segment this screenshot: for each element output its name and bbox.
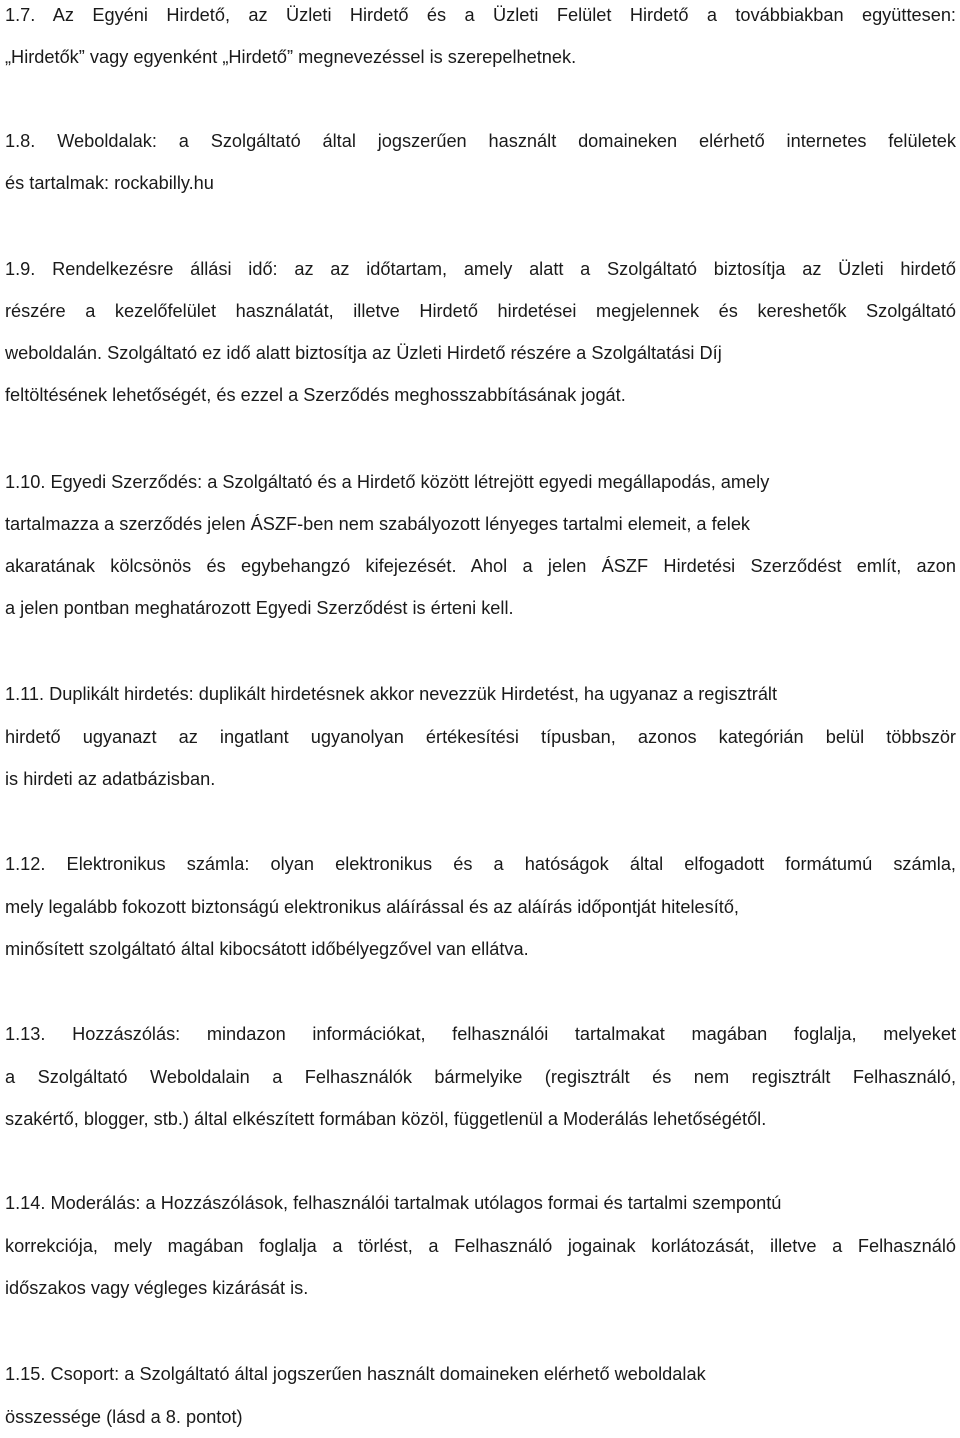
paragraph-line: mely legalább fokozott biztonságú elektronikus aláírással és az aláírás időpontját hitelesítő, xyxy=(5,886,956,929)
paragraph-1-15 xyxy=(5,1353,956,1438)
paragraph-1-11 xyxy=(5,673,956,801)
paragraph-1-9 xyxy=(5,248,956,416)
paragraph-line: akaratának kölcsönös és egybehangzó kifejezését. Ahol a jelen ÁSZF Hirdetési Szerződést említ, azon xyxy=(5,545,956,587)
paragraph-line: hirdető ugyanazt az ingatlant ugyanolyan értékesítési típusban, azonos kategórián belül többször xyxy=(5,716,956,759)
paragraph-line: minősített szolgáltató által kibocsátott időbélyegzővel van ellátva. xyxy=(5,928,956,971)
paragraph-line: 1.10. Egyedi Szerződés: a Szolgáltató és a Hirdető között létrejött egyedi megállapodás, amely xyxy=(5,461,956,503)
paragraph-line: összessége (lásd a 8. pontot) xyxy=(5,1396,956,1438)
paragraph-line: 1.15. Csoport: a Szolgáltató által jogszerűen használt domaineken elérhető weboldalak xyxy=(5,1353,956,1396)
paragraph-line: 1.11. Duplikált hirdetés: duplikált hirdetésnek akkor nevezzük Hirdetést, ha ugyanaz a regisztrált xyxy=(5,673,956,716)
paragraph-line: 1.8. Weboldalak: a Szolgáltató által jogszerűen használt domaineken elérhető internetes felületek xyxy=(5,120,956,162)
paragraph-line: 1.14. Moderálás: a Hozzászólások, felhasználói tartalmak utólagos formai és tartalmi szempontú xyxy=(5,1182,956,1225)
paragraph-line: „Hirdetők” vagy egyenként „Hirdető” megnevezéssel is szerepelhetnek. xyxy=(5,36,956,78)
paragraph-line: tartalmazza a szerződés jelen ÁSZF-ben nem szabályozott lényeges tartalmi elemeit, a felek xyxy=(5,503,956,545)
paragraph-1-10 xyxy=(5,461,956,629)
paragraph-1-14 xyxy=(5,1182,956,1310)
paragraph-line: szakértő, blogger, stb.) által elkészített formában közöl, függetlenül a Moderálás lehetőségétől. xyxy=(5,1098,956,1141)
paragraph-line: 1.7. Az Egyéni Hirdető, az Üzleti Hirdető és a Üzleti Felület Hirdető a továbbiakban együttesen: xyxy=(5,0,956,36)
paragraph-line: feltöltésének lehetőségét, és ezzel a Szerződés meghosszabbításának jogát. xyxy=(5,374,956,416)
paragraph-line: a jelen pontban meghatározott Egyedi Szerződést is érteni kell. xyxy=(5,587,956,629)
paragraph-line: a Szolgáltató Weboldalain a Felhasználók bármelyike (regisztrált és nem regisztrált Felhasználó, xyxy=(5,1056,956,1099)
paragraph-line: is hirdeti az adatbázisban. xyxy=(5,758,956,801)
paragraph-line: 1.13. Hozzászólás: mindazon információkat, felhasználói tartalmakat magában foglalja, melyeket xyxy=(5,1013,956,1056)
paragraph-line: weboldalán. Szolgáltató ez idő alatt biztosítja az Üzleti Hirdető részére a Szolgáltatási Díj xyxy=(5,332,956,374)
paragraph-1-13 xyxy=(5,1013,956,1141)
paragraph-line: 1.9. Rendelkezésre állási idő: az az időtartam, amely alatt a Szolgáltató biztosítja az Üzleti hirdető xyxy=(5,248,956,290)
paragraph-1-12 xyxy=(5,843,956,971)
paragraph-line: és tartalmak: rockabilly.hu xyxy=(5,162,956,204)
paragraph-line: korrekciója, mely magában foglalja a törlést, a Felhasználó jogainak korlátozását, illetve a Felhasználó xyxy=(5,1225,956,1268)
paragraph-line: időszakos vagy végleges kizárását is. xyxy=(5,1267,956,1310)
paragraph-line: részére a kezelőfelület használatát, illetve Hirdető hirdetései megjelennek és kereshetők Szolgáltató xyxy=(5,290,956,332)
paragraph-1-7 xyxy=(5,0,956,78)
paragraph-1-8 xyxy=(5,120,956,204)
paragraph-line: 1.12. Elektronikus számla: olyan elektronikus és a hatóságok által elfogadott formátumú számla, xyxy=(5,843,956,886)
